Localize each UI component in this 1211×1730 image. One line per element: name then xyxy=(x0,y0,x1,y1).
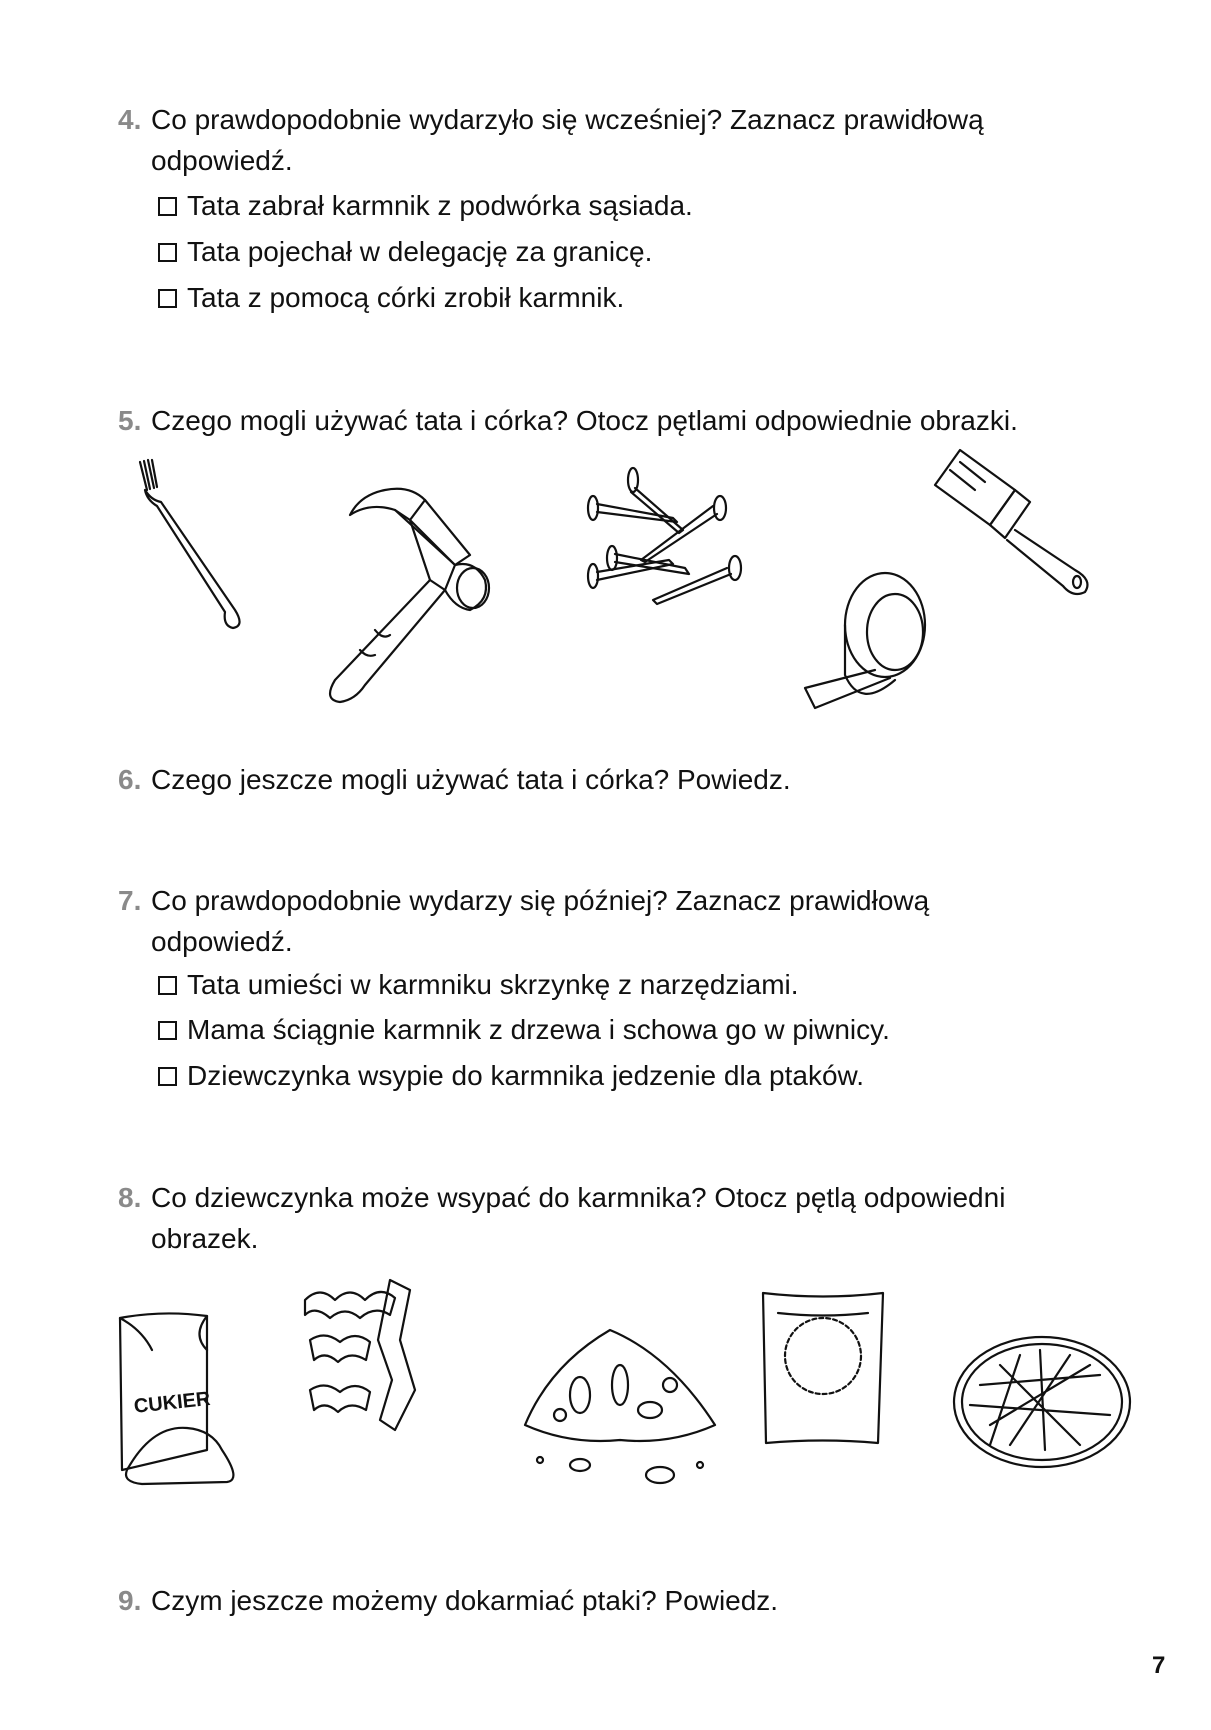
option-label: Tata zabrał karmnik z podwórka sąsiada. xyxy=(187,190,693,221)
question-number: 4. xyxy=(118,104,142,135)
option-4b[interactable] xyxy=(158,232,652,272)
option-label: Tata umieści w karmniku skrzynkę z narzędziami. xyxy=(187,969,799,1000)
question-6 xyxy=(118,759,791,800)
checkbox[interactable] xyxy=(158,1067,177,1086)
option-label: Dziewczynka wsypie do karmnika jedzenie dla ptaków. xyxy=(187,1060,864,1091)
question-8 xyxy=(118,1177,1005,1259)
option-7b[interactable] xyxy=(158,1010,890,1050)
option-label: Tata pojechał w delegację za granicę. xyxy=(187,236,653,267)
fries-plate-icon[interactable] xyxy=(950,1335,1135,1470)
option-4a[interactable] xyxy=(158,186,693,226)
checkbox[interactable] xyxy=(158,197,177,216)
question-number: 5. xyxy=(118,405,142,436)
question-number: 8. xyxy=(118,1182,142,1213)
option-7a[interactable] xyxy=(158,965,799,1005)
option-4c[interactable] xyxy=(158,278,624,318)
question-text: Co dziewczynka może wsypać do karmnika? Otocz pętlą odpowiedni xyxy=(151,1182,1006,1213)
sugar-label: CUKIER xyxy=(132,1387,212,1418)
seed-mix-icon[interactable] xyxy=(520,1325,720,1495)
option-label: Tata z pomocą córki zrobił karmnik. xyxy=(187,282,625,313)
question-text: Czym jeszcze możemy dokarmiać ptaki? Powiedz. xyxy=(151,1585,779,1616)
question-7 xyxy=(118,880,929,962)
fork-icon[interactable] xyxy=(135,460,255,630)
question-number: 7. xyxy=(118,885,142,916)
checkbox[interactable] xyxy=(158,289,177,308)
paintbrush-icon[interactable] xyxy=(935,450,1105,600)
pasta-icon[interactable] xyxy=(300,1280,450,1450)
option-label: Mama ściągnie karmnik z drzewa i schowa go w piwnicy. xyxy=(187,1014,890,1045)
nails-icon[interactable] xyxy=(585,468,765,618)
question-number: 6. xyxy=(118,764,142,795)
question-4 xyxy=(118,99,984,181)
question-text-cont: odpowiedź. xyxy=(151,145,293,176)
hammer-icon[interactable] xyxy=(315,480,525,705)
sugar-bag-icon[interactable] xyxy=(112,1310,287,1500)
question-number: 9. xyxy=(118,1585,142,1616)
question-9 xyxy=(118,1580,778,1621)
question-text-cont: obrazek. xyxy=(151,1223,259,1254)
option-7c[interactable] xyxy=(158,1056,864,1096)
question-text-cont: odpowiedź. xyxy=(151,926,293,957)
question-text: Czego mogli używać tata i córka? Otocz pętlami odpowiednie obrazki. xyxy=(151,405,1018,436)
question-5 xyxy=(118,400,1018,441)
checkbox[interactable] xyxy=(158,243,177,262)
question-text: Co prawdopodobnie wydarzy się później? Zaznacz prawidłową xyxy=(151,885,930,916)
checkbox[interactable] xyxy=(158,1021,177,1040)
page-number: 7 xyxy=(1152,1652,1166,1679)
tape-roll-icon[interactable] xyxy=(800,570,950,710)
question-text: Czego jeszcze mogli używać tata i córka? Powiedz. xyxy=(151,764,791,795)
question-text: Co prawdopodobnie wydarzyło się wcześniej? Zaznacz prawidłową xyxy=(151,104,984,135)
chips-bag-icon[interactable] xyxy=(758,1288,888,1448)
checkbox[interactable] xyxy=(158,976,177,995)
